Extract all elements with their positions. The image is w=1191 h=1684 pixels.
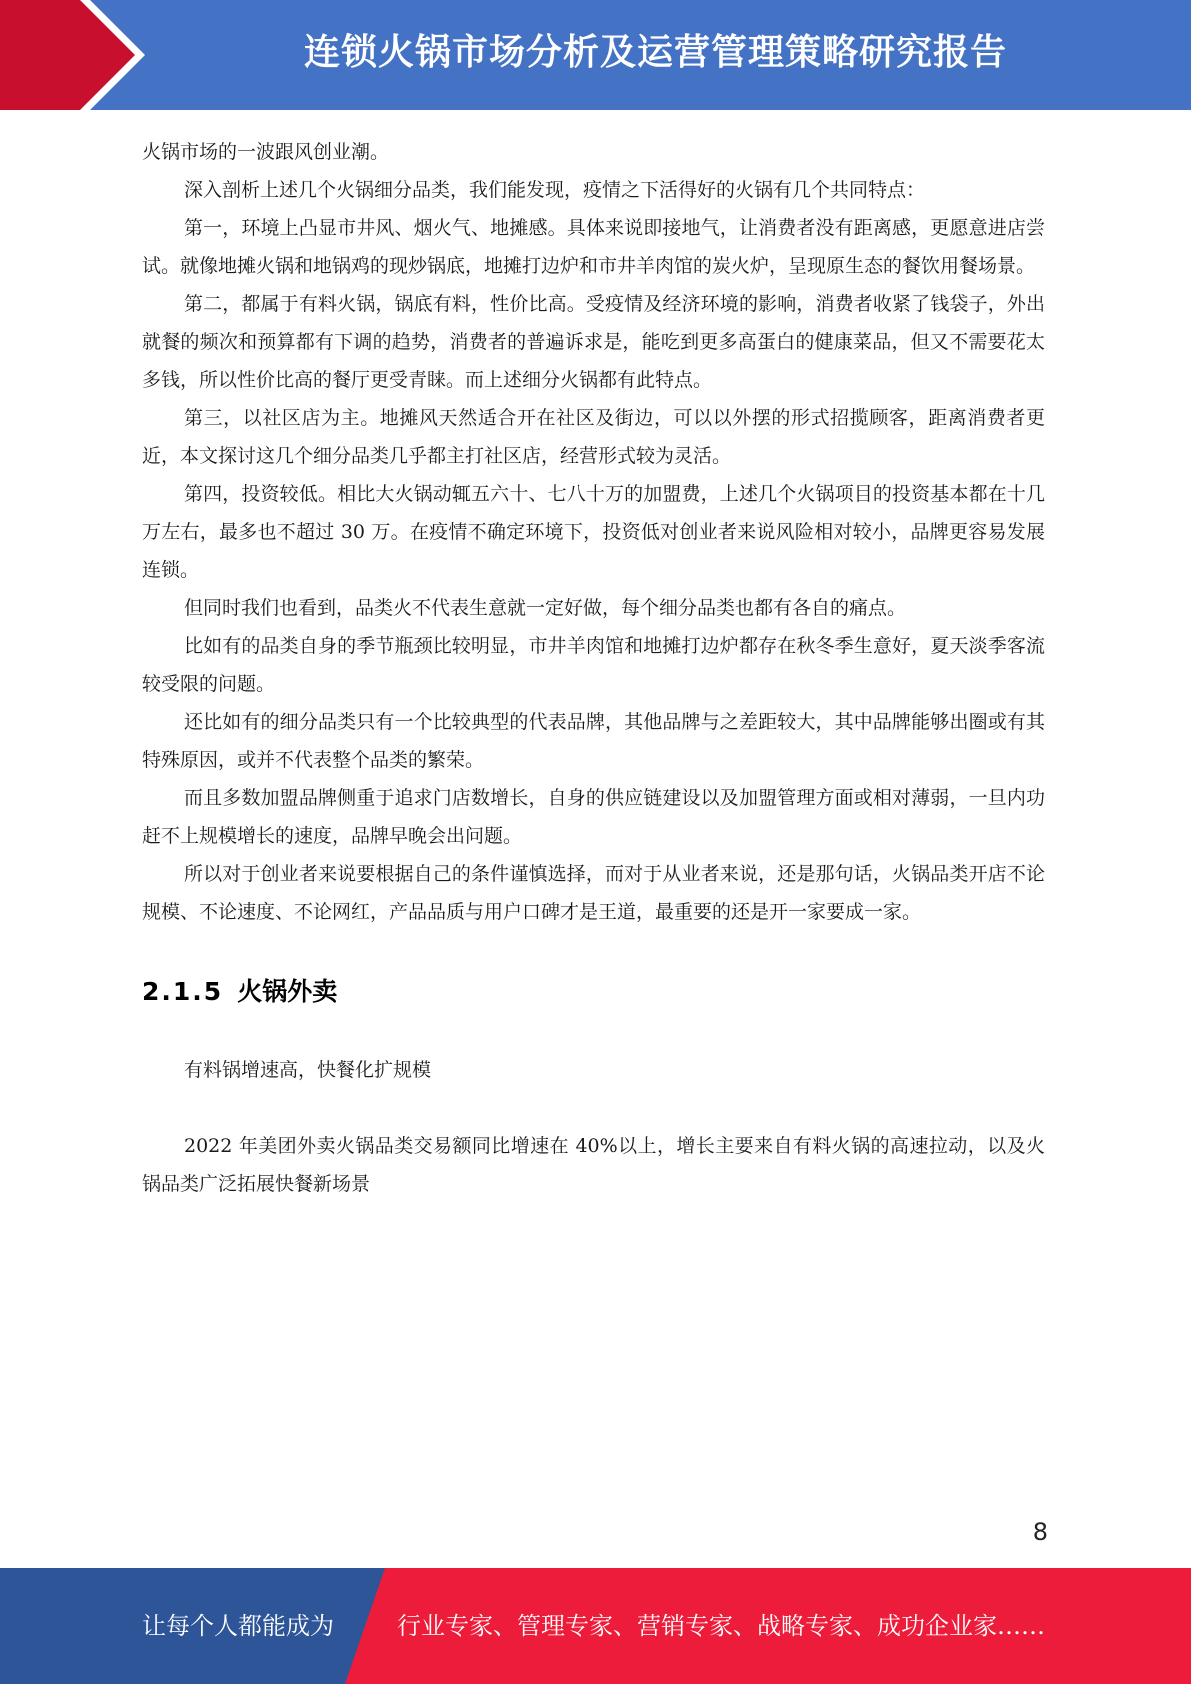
page-header xyxy=(0,0,1191,110)
section-number: 2.1.5 xyxy=(142,977,224,1006)
paragraph: 火锅市场的一波跟风创业潮。 xyxy=(142,141,390,163)
section-title: 火锅外卖 xyxy=(237,977,338,1006)
paragraph: 比如有的品类自身的季节瓶颈比较明显，市井羊肉馆和地摊打边炉都存在秋冬季生意好，夏天淡季客流较受限的问题。 xyxy=(142,635,1045,695)
paragraph: 而且多数加盟品牌侧重于追求门店数增长，自身的供应链建设以及加盟管理方面或相对薄弱，一旦内功赶不上规模增长的速度，品牌早晚会出问题。 xyxy=(142,787,1045,847)
paragraph: 所以对于创业者来说要根据自己的条件谨慎选择，而对于从业者来说，还是那句话，火锅品类开店不论规模、不论速度、不论网红，产品品质与用户口碑才是王道，最重要的还是开一家要成一家。 xyxy=(142,863,1045,923)
paragraph: 还比如有的细分品类只有一个比较典型的代表品牌，其他品牌与之差距较大，其中品牌能够出圈或有其特殊原因，或并不代表整个品类的繁荣。 xyxy=(142,711,1045,771)
page-number: 8 xyxy=(1032,1518,1048,1546)
report-title: 连锁火锅市场分析及运营管理策略研究报告 xyxy=(303,32,1007,73)
page-footer xyxy=(0,1568,1191,1684)
footer-slogan-right: 行业专家、管理专家、营销专家、战略专家、成功企业家…… xyxy=(397,1612,1045,1640)
paragraph: 第三，以社区店为主。地摊风天然适合开在社区及街边，可以以外摆的形式招揽顾客，距离消费者更近，本文探讨这几个细分品类几乎都主打社区店，经营形式较为灵活。 xyxy=(142,407,1045,467)
paragraph: 深入剖析上述几个火锅细分品类，我们能发现，疫情之下活得好的火锅有几个共同特点： xyxy=(184,179,926,201)
main-content xyxy=(142,133,1045,1203)
section-subtitle: 有料锅增速高，快餐化扩规模 xyxy=(184,1059,432,1081)
paragraph: 第一，环境上凸显市井风、烟火气、地摊感。具体来说即接地气，让消费者没有距离感，更愿意进店尝试。就像地摊火锅和地锅鸡的现炒锅底，地摊打边炉和市井羊肉馆的炭火炉，呈现原生态的餐饮用餐场景。 xyxy=(142,217,1045,277)
paragraph: 2022 年美团外卖火锅品类交易额同比增速在 40%以上，增长主要来自有料火锅的高速拉动，以及火锅品类广泛拓展快餐新场景 xyxy=(142,1135,1045,1195)
footer-slogan-left: 让每个人都能成为 xyxy=(142,1612,334,1640)
section-heading xyxy=(142,969,1045,1015)
paragraph: 第二，都属于有料火锅，锅底有料，性价比高。受疫情及经济环境的影响，消费者收紧了钱袋子，外出就餐的频次和预算都有下调的趋势，消费者的普遍诉求是，能吃到更多高蛋白的健康菜品，但又不需要花太多钱，所以性价比高的餐厅更受青睐。而上述细分火锅都有此特点。 xyxy=(142,293,1045,391)
paragraph: 第四，投资较低。相比大火锅动辄五六十、七八十万的加盟费，上述几个火锅项目的投资基本都在十几万左右，最多也不超过 30 万。在疫情不确定环境下，投资低对创业者来说风险相对较小，品牌更容易发展连锁。 xyxy=(142,483,1045,581)
paragraph: 但同时我们也看到，品类火不代表生意就一定好做，每个细分品类也都有各自的痛点。 xyxy=(184,597,907,619)
header-chevron-decoration xyxy=(0,0,150,110)
